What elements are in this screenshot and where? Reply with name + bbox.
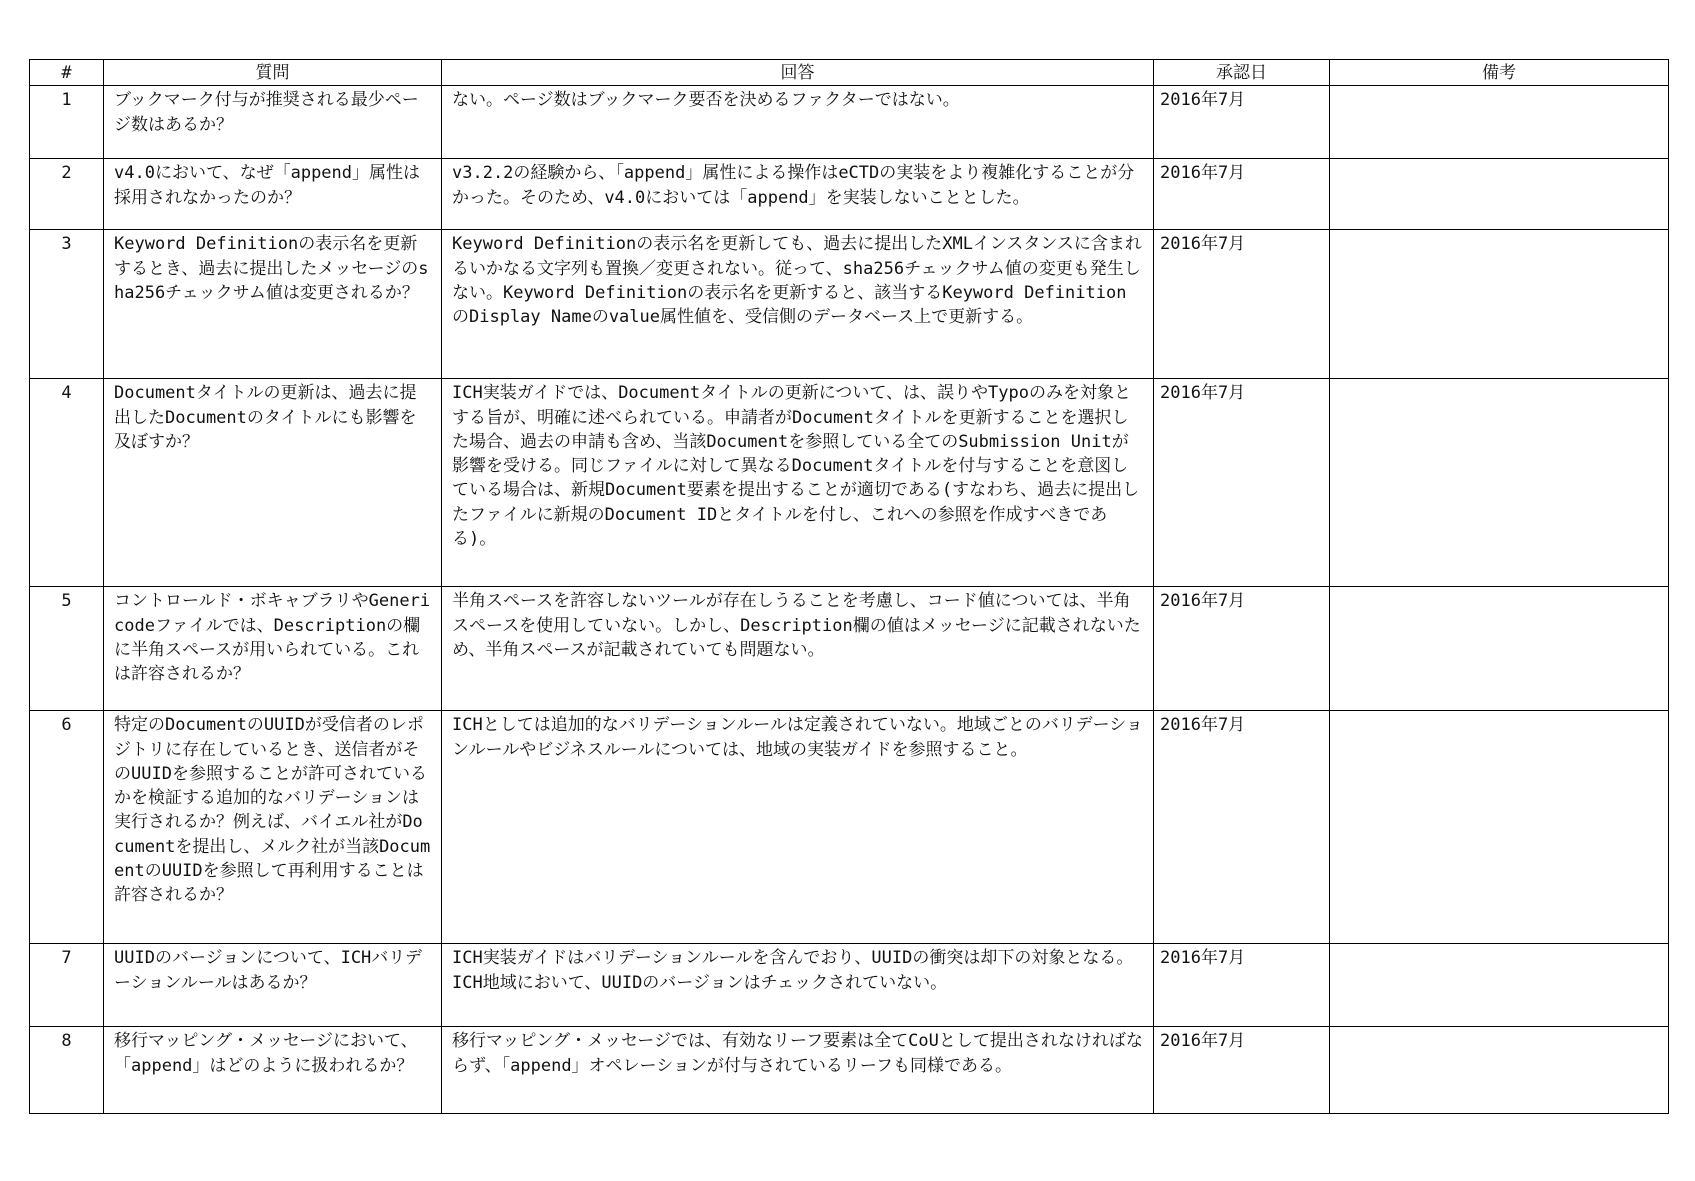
row-answer: ない。ページ数はブックマーク要否を決めるファクターではない。 <box>442 86 1154 159</box>
row-date: 2016年7月 <box>1154 159 1330 230</box>
table-row <box>30 159 1669 230</box>
header-row <box>30 60 1669 86</box>
row-question: Documentタイトルの更新は、過去に提出したDocumentのタイトルにも影響を及ぼすか？ <box>104 379 442 587</box>
row-question: v4.0において、なぜ「append」属性は採用されなかったのか？ <box>104 159 442 230</box>
row-date: 2016年7月 <box>1154 711 1330 944</box>
table-row <box>30 379 1669 587</box>
row-num: 5 <box>30 587 104 711</box>
table-row <box>30 1027 1669 1114</box>
header-num: # <box>30 60 104 86</box>
row-date: 2016年7月 <box>1154 1027 1330 1114</box>
row-note <box>1330 587 1669 711</box>
row-num: 6 <box>30 711 104 944</box>
row-date: 2016年7月 <box>1154 379 1330 587</box>
header-date: 承認日 <box>1154 60 1330 86</box>
table-row <box>30 587 1669 711</box>
row-num: 3 <box>30 230 104 379</box>
row-question: Keyword Definitionの表示名を更新するとき、過去に提出したメッセージのsha256チェックサム値は変更されるか？ <box>104 230 442 379</box>
table-row <box>30 230 1669 379</box>
row-note <box>1330 86 1669 159</box>
row-question: ブックマーク付与が推奨される最少ページ数はあるか？ <box>104 86 442 159</box>
row-note <box>1330 944 1669 1027</box>
row-answer: ICHとしては追加的なバリデーションルールは定義されていない。地域ごとのバリデーションルールやビジネスルールについては、地域の実装ガイドを参照すること。 <box>442 711 1154 944</box>
row-question: 特定のDocumentのUUIDが受信者のレポジトリに存在しているとき、送信者がそのUUIDを参照することが許可されているかを検証する追加的なバリデーションは実行されるか？例えば、バイエル社がDocumentを提出し、メルク社が当該DocumentのUUIDを参照して再利用することは許容されるか？ <box>104 711 442 944</box>
row-num: 1 <box>30 86 104 159</box>
table-row <box>30 944 1669 1027</box>
row-note <box>1330 379 1669 587</box>
header-note: 備考 <box>1330 60 1669 86</box>
row-note <box>1330 711 1669 944</box>
row-date: 2016年7月 <box>1154 944 1330 1027</box>
row-question: コントロールド・ボキャブラリやGenericodeファイルでは、Descriptionの欄に半角スペースが用いられている。これは許容されるか？ <box>104 587 442 711</box>
row-date: 2016年7月 <box>1154 230 1330 379</box>
row-date: 2016年7月 <box>1154 86 1330 159</box>
row-answer: Keyword Definitionの表示名を更新しても、過去に提出したXMLインスタンスに含まれるいかなる文字列も置換／変更されない。従って、sha256チェックサム値の変更も発生しない。Keyword Definitionの表示名を更新すると、該当するKeyword DefinitionのDisplay Nameのvalue属性値を、受信側のデータベース上で更新する。 <box>442 230 1154 379</box>
row-num: 7 <box>30 944 104 1027</box>
row-answer: v3.2.2の経験から、「append」属性による操作はeCTDの実装をより複雑化することが分かった。そのため、v4.0においては「append」を実装しないこととした。 <box>442 159 1154 230</box>
row-answer: ICH実装ガイドはバリデーションルールを含んでおり、UUIDの衝突は却下の対象となる。ICH地域において、UUIDのバージョンはチェックされていない。 <box>442 944 1154 1027</box>
row-num: 2 <box>30 159 104 230</box>
row-answer: 半角スペースを許容しないツールが存在しうることを考慮し、コード値については、半角スペースを使用していない。しかし、Description欄の値はメッセージに記載されないため、半角スペースが記載されていても問題ない。 <box>442 587 1154 711</box>
header-question: 質問 <box>104 60 442 86</box>
faq-table <box>29 59 1669 1114</box>
row-note <box>1330 1027 1669 1114</box>
row-answer: 移行マッピング・メッセージでは、有効なリーフ要素は全てCoUとして提出されなければならず、「append」オペレーションが付与されているリーフも同様である。 <box>442 1027 1154 1114</box>
row-answer: ICH実装ガイドでは、Documentタイトルの更新について、は、誤りやTypoのみを対象とする旨が、明確に述べられている。申請者がDocumentタイトルを更新することを選択した場合、過去の申請も含め、当該Documentを参照している全てのSubmission Unitが影響を受ける。同じファイルに対して異なるDocumentタイトルを付与することを意図している場合は、新規Document要素を提出することが適切である(すなわち、過去に提出したファイルに新規のDocument IDとタイトルを付し、これへの参照を作成すべきである)。 <box>442 379 1154 587</box>
row-note <box>1330 159 1669 230</box>
row-num: 4 <box>30 379 104 587</box>
table-row <box>30 86 1669 159</box>
row-date: 2016年7月 <box>1154 587 1330 711</box>
row-num: 8 <box>30 1027 104 1114</box>
row-question: UUIDのバージョンについて、ICHバリデーションルールはあるか？ <box>104 944 442 1027</box>
row-question: 移行マッピング・メッセージにおいて、「append」はどのように扱われるか？ <box>104 1027 442 1114</box>
header-answer: 回答 <box>442 60 1154 86</box>
row-note <box>1330 230 1669 379</box>
table-row <box>30 711 1669 944</box>
